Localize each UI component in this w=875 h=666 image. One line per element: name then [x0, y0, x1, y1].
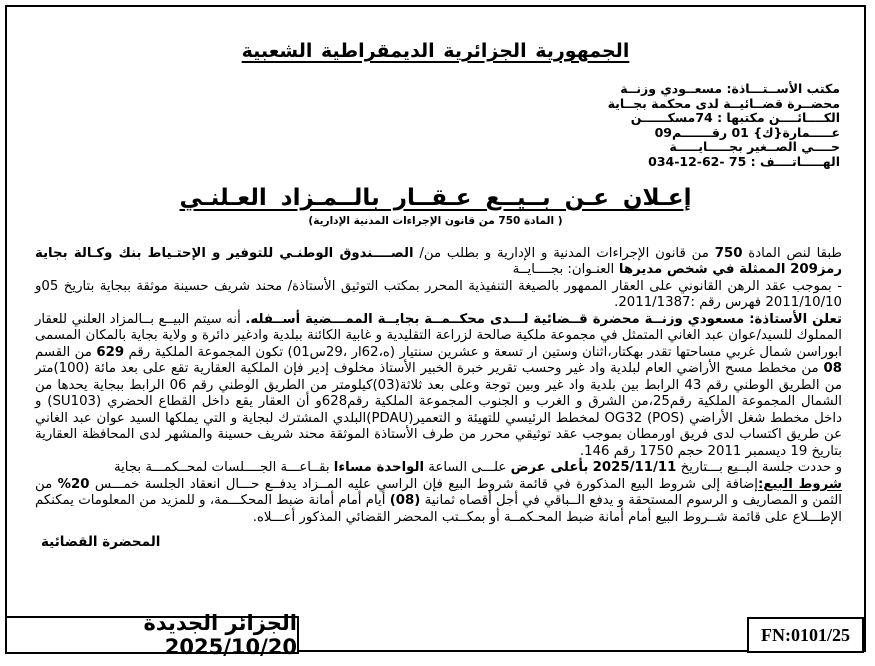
bailiff-office-block	[27, 82, 840, 170]
notice-body	[35, 246, 842, 551]
headline-article-reference: ( المادة 750 من قانون الإجراءات المدنية الإدارية)	[308, 214, 563, 227]
document-border-frame	[5, 5, 866, 652]
paragraph-auction-session: و حددت جلسة البــيع بـــتاريخ 2025/11/11 بأعلى عرض علـــى الساعة الواحدة مساءا بقــاعـــة الجــــلسات لمحــكمـــة بجاية	[113, 460, 842, 476]
paragraph-property-description: تعلن الأستاذة: مسعودي وزنــة محضرة قــضائية لـــدى محكــمــة بجايــة الممـــضية أســفله. أنه سيتم البيــع بــالمزاد العلني للعقار المملوك للسيد/عوان عبد الغاني المتمثل في مجموعة ملكية صالحة لزراعة التقليدية و غابية الكائنة ببلدية وادغير دائرة و ولاية بجاية بالمكان المسمى ابوراسن شمال غربي مساحتها تقدر بهكتار،اثنان وستين ار تسعة و عشرين سنتيار (01ه،62ار ،29س) تكون المجموعة الملكية رقم 629 من القسم 08 من مخطط مسح الأراضي العام لبلدية واد غير وحسب تقرير خبرة الخبير الأستاذ مخلوف إدير فإن الملكية العقارية تقع على بعد مائة (100)متر من الطريق الوطني رقم 43 الرابط بين بلدية واد غير وبين توجة وعلى بعد ثلاثة(03)كيلومتر من الطريق الوطني رقم 06 الرابط ببجاية يحدها من الشمال المجموعة الملكية رقم25،من الشرق و الغرب و الجنوب المجموعة الملكية رقم628و أن العقار يقع داخل القطاع الحضري (SU103) و داخل مخطط شغل الأراضي OG32 (POS) لمخطط الرئيسي للتهيئة و التعمير(PDAU)البلدي المشترك لبجاية و التي يملكها السيد عوان عبد الغاني عن طريق اكتساب لدى فريق اورمطان بموجب عقد توثيقي محرر من طرف الأستاذة الموثقة محند شريف حسينة والمشهر لدى المحافظة العقارية بتاريخ 19 ديسمبر 2011 حجم 1750 رقم 146.	[35, 311, 842, 459]
office-phone-line	[27, 155, 840, 170]
reference-number-box	[747, 617, 864, 653]
office-line-address1: الكــــائــــن مكتبها : 74مسكــــــن	[630, 110, 840, 126]
phone-label: الهـــــاتــــف :	[746, 153, 840, 169]
paragraph-legal-basis: طبقا لنص المادة 750 من قانون الإجراءات المدنية و الإدارية و بطلب من/ الصــــندوق الوطنـي للتوفير و الإحتـياط بنك وكـالة بجاية رمز209 الممثلة في شخص مديرها العنـوان: بجــــايــة	[35, 245, 843, 278]
office-line-name: مكتب الأســتـــاذة: مسعــودي وزنــة	[620, 81, 840, 96]
office-line-role: محضــرة قضــائيــة لدى محكمة بجــاية	[607, 95, 840, 111]
paragraph-mortgage-deed: - بموجب عقد الرهن القانوني على العقار الممهور بالصيغة التنفيذية المحرر بمكتب التوثيق الأستاذة/ محند شريف حسينة موثقة ببجاية بتاريخ 05و 2011/10/10 فهرس رقم :2011/1387.	[35, 278, 842, 311]
reference-number: FN:0101/25	[761, 624, 850, 645]
signature-line: المحضرة القضائية	[41, 534, 161, 551]
paragraph-sale-conditions: شروط البيع:إضافة إلى شروط البيع المذكورة في قائمة شروط البيع فإن الراسي عليه المــزاد يدفــع حـــال انعقاد الجلسة خمـــس 20% من الثمن و المصاريف و الرسوم المستحقة و يدفع الــباقي في أجل أقصاه ثمانية (08) أيام أمام أمانة ضبط المحكـــمة، و للمزيد من المعلومات يمكنكم الإطـــلاع على قائمة شــروط البيع أمام أمانة ضبط المحـكمــة أو بمكــتب المحضر القضائي المذكور أعـــلاه.	[35, 476, 842, 525]
republic-title: الجمهورية الجزائرية الديمقراطية الشعبية	[241, 40, 630, 62]
newspaper-date-box	[5, 611, 299, 659]
newspaper-name-date: الجزائر الجديدة 2025/10/20	[143, 611, 297, 659]
auction-headline: إعـلان عـن بــيــع عـقــار بالــمـزاد العـلنـي	[179, 184, 692, 211]
office-line-address2: عـــــمارة{ك} 01 رقـــــــم09	[654, 124, 840, 140]
office-line-address3: حــــي الصــغير بجـــــايـــــة	[669, 139, 840, 155]
phone-number: 034-12-62- 75	[648, 153, 747, 169]
